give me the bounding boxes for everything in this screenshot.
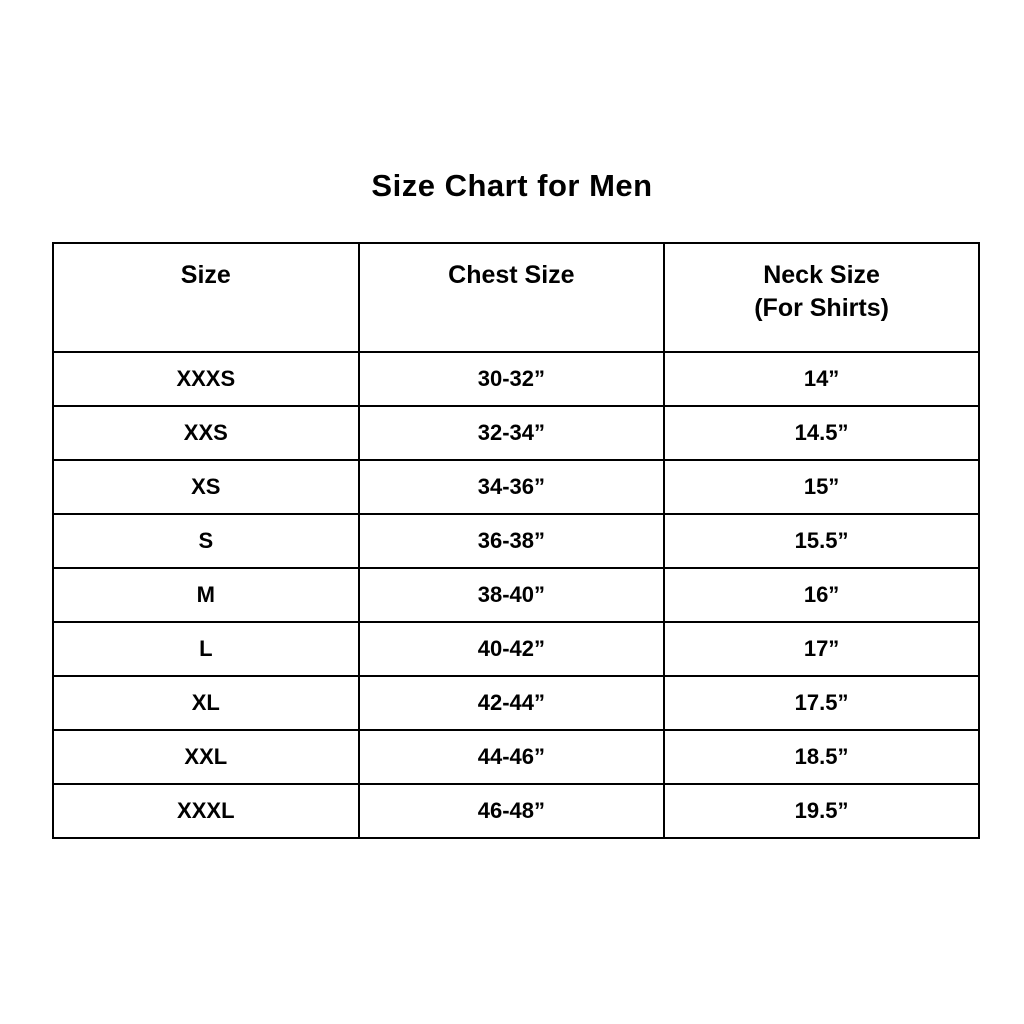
cell-chest: 34-36” xyxy=(359,460,665,514)
column-header-chest-size-label: Chest Size xyxy=(448,261,575,289)
cell-chest: 38-40” xyxy=(359,568,665,622)
cell-size: XXXS xyxy=(53,352,359,406)
table-row xyxy=(53,568,979,622)
page-title: Size Chart for Men xyxy=(371,168,653,203)
cell-neck: 15.5” xyxy=(664,514,979,568)
table-row xyxy=(53,406,979,460)
cell-size: XXL xyxy=(53,730,359,784)
cell-chest: 46-48” xyxy=(359,784,665,838)
column-header-neck-size-label: Neck Size xyxy=(763,261,880,289)
cell-size: XXS xyxy=(53,406,359,460)
cell-chest: 36-38” xyxy=(359,514,665,568)
column-header-size xyxy=(53,243,359,352)
cell-size: XXXL xyxy=(53,784,359,838)
cell-neck: 14” xyxy=(664,352,979,406)
cell-size: L xyxy=(53,622,359,676)
cell-neck: 17.5” xyxy=(664,676,979,730)
cell-chest: 40-42” xyxy=(359,622,665,676)
cell-neck: 16” xyxy=(664,568,979,622)
column-header-neck-size xyxy=(664,243,979,352)
cell-chest: 30-32” xyxy=(359,352,665,406)
size-chart-table-container xyxy=(52,242,980,823)
cell-size: XL xyxy=(53,676,359,730)
column-header-size-label: Size xyxy=(180,261,231,289)
table-row xyxy=(53,352,979,406)
column-header-chest-size xyxy=(359,243,665,352)
cell-size: M xyxy=(53,568,359,622)
cell-chest: 42-44” xyxy=(359,676,665,730)
table-row xyxy=(53,460,979,514)
table-row xyxy=(53,514,979,568)
cell-neck: 17” xyxy=(664,622,979,676)
cell-chest: 44-46” xyxy=(359,730,665,784)
table-header-row xyxy=(53,243,979,352)
size-chart-table xyxy=(52,242,980,839)
table-row xyxy=(53,676,979,730)
cell-neck: 18.5” xyxy=(664,730,979,784)
column-header-neck-size-sublabel: (For Shirts) xyxy=(754,293,889,322)
table-row xyxy=(53,784,979,838)
table-row xyxy=(53,622,979,676)
cell-size: S xyxy=(53,514,359,568)
table-row xyxy=(53,730,979,784)
cell-size: XS xyxy=(53,460,359,514)
cell-neck: 15” xyxy=(664,460,979,514)
cell-chest: 32-34” xyxy=(359,406,665,460)
cell-neck: 14.5” xyxy=(664,406,979,460)
cell-neck: 19.5” xyxy=(664,784,979,838)
